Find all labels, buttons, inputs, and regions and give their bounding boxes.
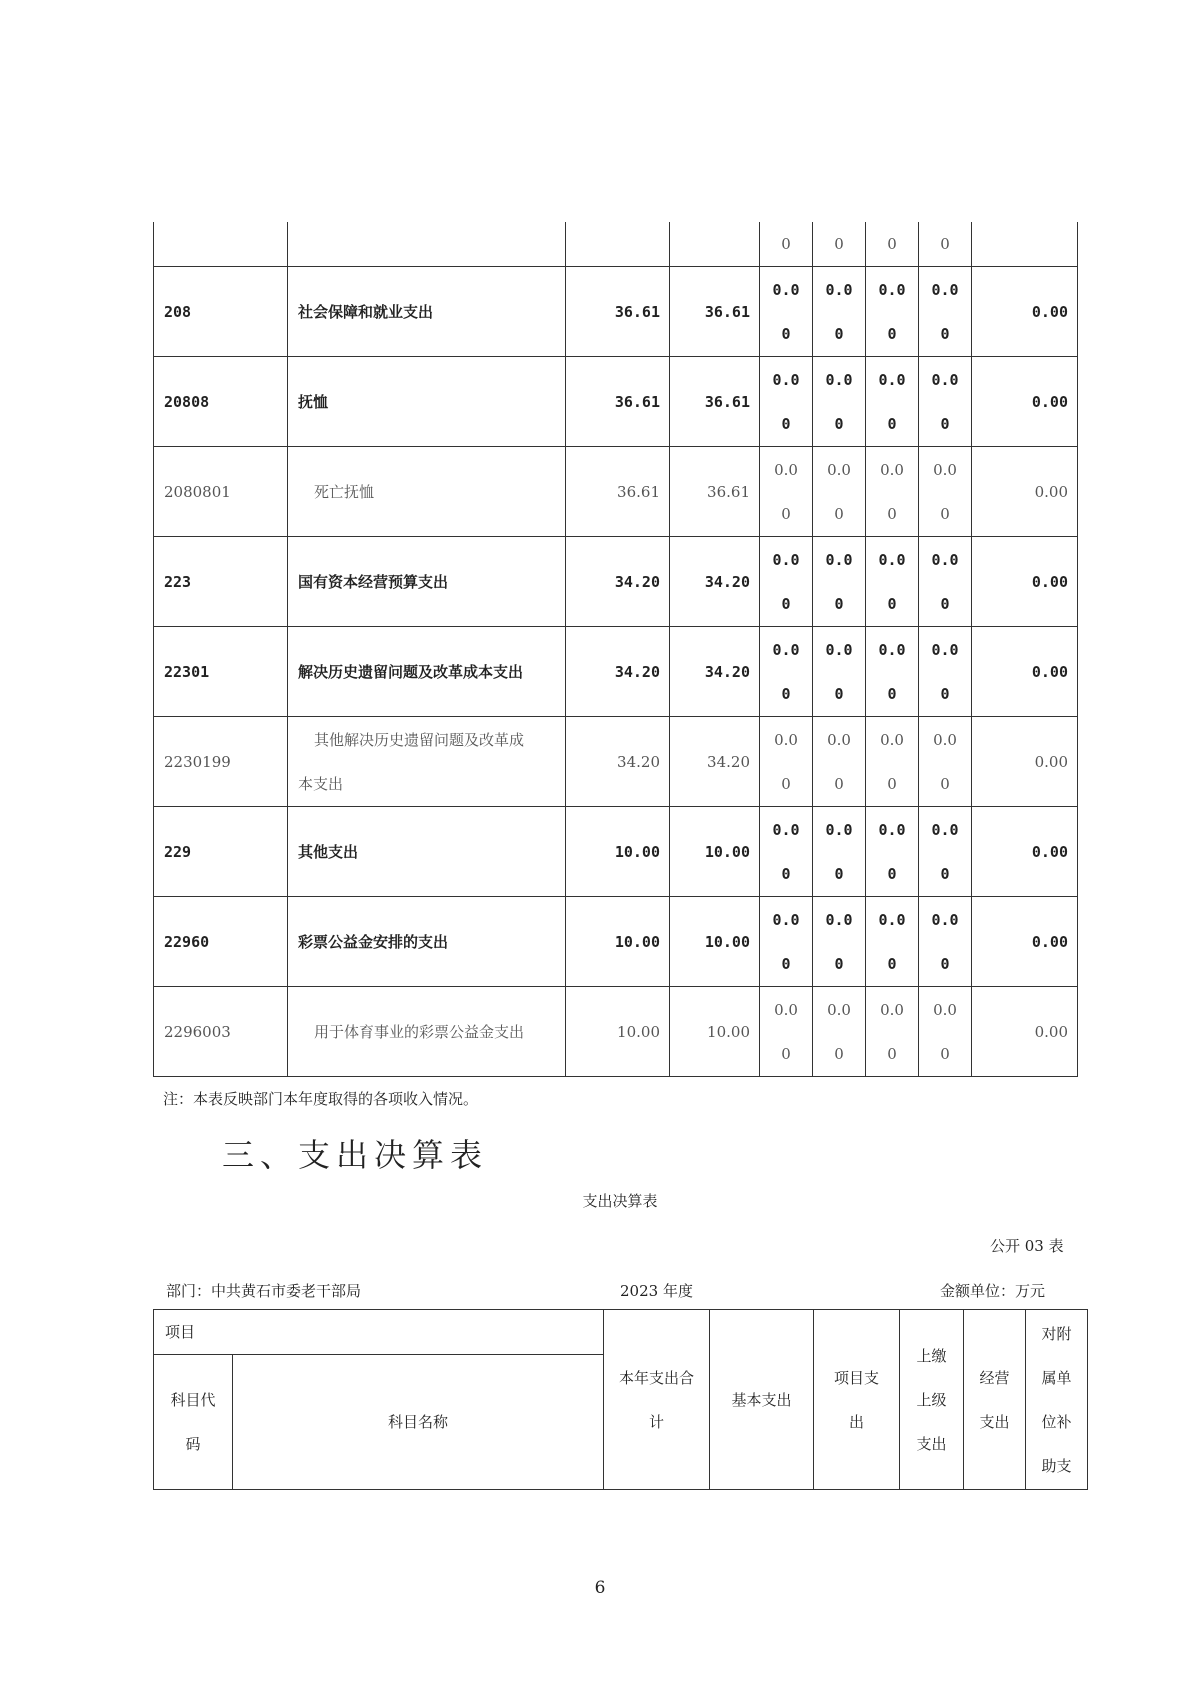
department-label: 部门：中共黄石市委老干部局 [166, 1282, 362, 1300]
row-col2: 34.20 [670, 537, 760, 627]
income-table [153, 222, 1078, 1077]
table-row [154, 807, 1078, 897]
zero-cell: 0.0 0 [866, 807, 919, 897]
zero-cell: 0.0 0 [866, 717, 919, 807]
zero-cell: 0.0 0 [760, 807, 813, 897]
row-total: 36.61 [566, 267, 670, 357]
zero-cell: 0.0 0 [813, 897, 866, 987]
continuation-row: 0 0 0 0 [154, 222, 1078, 267]
section-heading: 三、支出决算表 [222, 1136, 489, 1174]
zero-cell: 0.0 0 [866, 357, 919, 447]
zero-cell: 0.0 0 [919, 627, 972, 717]
zero-cell: 0.0 0 [813, 267, 866, 357]
header-project-exp: 项目支 出 [814, 1310, 900, 1490]
zero-cell: 0.0 0 [813, 627, 866, 717]
zero-cell: 0.0 0 [813, 717, 866, 807]
zero-cell: 0.0 0 [813, 807, 866, 897]
row-last: 0.00 [972, 447, 1078, 537]
header-total: 本年支出合 计 [604, 1310, 710, 1490]
header-business: 经营 支出 [964, 1310, 1026, 1490]
row-total: 10.00 [566, 897, 670, 987]
row-last: 0.00 [972, 267, 1078, 357]
row-last: 0.00 [972, 717, 1078, 807]
header-code: 科目代 码 [154, 1355, 233, 1490]
form-number: 公开 03 表 [990, 1237, 1064, 1255]
zero-cell: 0.0 0 [760, 267, 813, 357]
row-name: 国有资本经营预算支出 [288, 537, 566, 627]
zero-cell: 0.0 0 [866, 267, 919, 357]
zero-cell: 0.0 0 [760, 987, 813, 1077]
row-total: 10.00 [566, 807, 670, 897]
header-name: 科目名称 [233, 1355, 604, 1490]
row-col2: 36.61 [670, 447, 760, 537]
zero-cell: 0.0 0 [919, 537, 972, 627]
row-total: 36.61 [566, 357, 670, 447]
row-code: 22960 [154, 897, 288, 987]
zero-cell: 0.0 0 [760, 447, 813, 537]
zero-cell: 0.0 0 [919, 357, 972, 447]
row-name: 其他解决历史遗留问题及改革成 本支出 [288, 717, 566, 807]
row-last: 0.00 [972, 537, 1078, 627]
row-col2: 10.00 [670, 987, 760, 1077]
table-row [154, 717, 1078, 807]
row-total: 34.20 [566, 717, 670, 807]
row-col2: 34.20 [670, 627, 760, 717]
table-row [154, 627, 1078, 717]
row-code: 223 [154, 537, 288, 627]
row-col2: 36.61 [670, 357, 760, 447]
header-subsidy: 对附 属单 位补 助支 [1026, 1310, 1088, 1490]
zero-cell: 0.0 0 [866, 537, 919, 627]
row-name: 社会保障和就业支出 [288, 267, 566, 357]
row-col2: 36.61 [670, 267, 760, 357]
row-last: 0.00 [972, 807, 1078, 897]
zero-cell: 0.0 0 [919, 987, 972, 1077]
zero-cell: 0.0 0 [919, 807, 972, 897]
row-code: 2296003 [154, 987, 288, 1077]
zero-cell: 0.0 0 [919, 897, 972, 987]
zero-cell: 0.0 0 [813, 447, 866, 537]
row-code: 2080801 [154, 447, 288, 537]
zero-cell: 0.0 0 [760, 537, 813, 627]
header-project: 项目 [154, 1310, 604, 1355]
zero-cell: 0.0 0 [813, 537, 866, 627]
table-row [154, 447, 1078, 537]
zero-cell: 0.0 0 [919, 267, 972, 357]
row-name: 其他支出 [288, 807, 566, 897]
expenditure-header-table [153, 1309, 1088, 1490]
row-total: 34.20 [566, 627, 670, 717]
zero-cell: 0.0 0 [760, 627, 813, 717]
table-row [154, 537, 1078, 627]
zero-cell: 0.0 0 [919, 447, 972, 537]
row-total: 34.20 [566, 537, 670, 627]
zero-cell: 0.0 0 [813, 987, 866, 1077]
table-row [154, 987, 1078, 1077]
row-name: 用于体育事业的彩票公益金支出 [288, 987, 566, 1077]
zero-cell: 0.0 0 [866, 627, 919, 717]
row-code: 229 [154, 807, 288, 897]
zero-cell: 0.0 0 [919, 717, 972, 807]
zero-cell: 0.0 0 [866, 897, 919, 987]
zero-cell: 0.0 0 [760, 357, 813, 447]
zero-cell: 0.0 0 [866, 447, 919, 537]
row-last: 0.00 [972, 357, 1078, 447]
row-col2: 34.20 [670, 717, 760, 807]
table-title: 支出决算表 [582, 1192, 658, 1210]
header-basic: 基本支出 [710, 1310, 814, 1490]
year-label: 2023 年度 [620, 1282, 693, 1300]
row-code: 22301 [154, 627, 288, 717]
table-row [154, 267, 1078, 357]
zero-cell: 0.0 0 [760, 717, 813, 807]
table-row [154, 357, 1078, 447]
row-last: 0.00 [972, 987, 1078, 1077]
row-total: 36.61 [566, 447, 670, 537]
zero-cell: 0.0 0 [813, 357, 866, 447]
row-name: 彩票公益金安排的支出 [288, 897, 566, 987]
unit-label: 金额单位：万元 [940, 1282, 1046, 1300]
table-row [154, 897, 1078, 987]
row-col2: 10.00 [670, 807, 760, 897]
row-code: 2230199 [154, 717, 288, 807]
zero-cell: 0.0 0 [760, 897, 813, 987]
row-name: 抚恤 [288, 357, 566, 447]
row-name: 死亡抚恤 [288, 447, 566, 537]
row-code: 20808 [154, 357, 288, 447]
row-total: 10.00 [566, 987, 670, 1077]
header-upper: 上缴 上级 支出 [900, 1310, 964, 1490]
page-number: 6 [594, 1578, 606, 1598]
row-last: 0.00 [972, 627, 1078, 717]
row-code: 208 [154, 267, 288, 357]
row-last: 0.00 [972, 897, 1078, 987]
table-note: 注：本表反映部门本年度取得的各项收入情况。 [163, 1090, 479, 1108]
row-name: 解决历史遗留问题及改革成本支出 [288, 627, 566, 717]
row-col2: 10.00 [670, 897, 760, 987]
zero-cell: 0.0 0 [866, 987, 919, 1077]
